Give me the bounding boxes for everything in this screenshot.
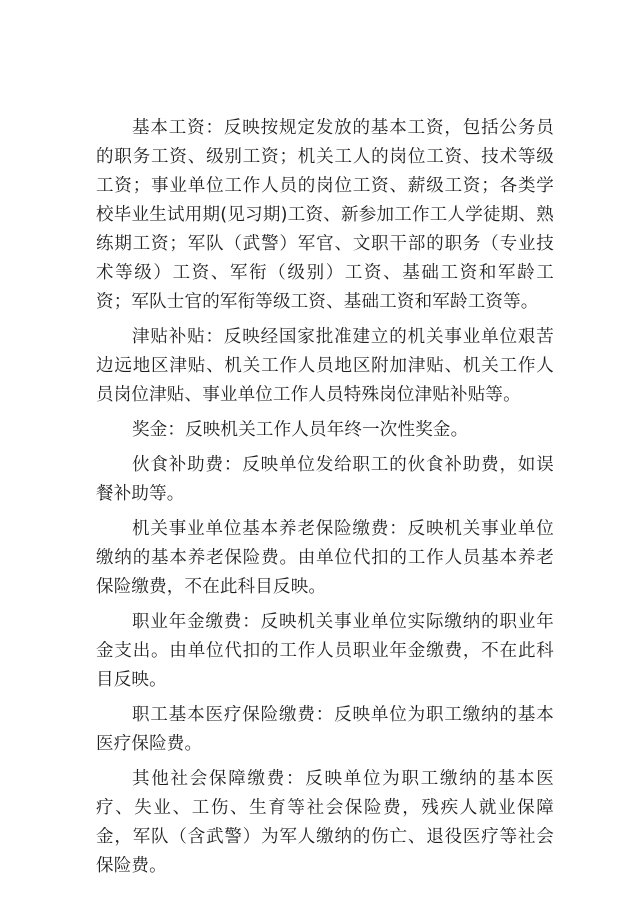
paragraph-basic-salary: 基本工资：反映按规定发放的基本工资，包括公务员的职务工资、级别工资；机关工人的岗位工资、技术等级工资；事业单位工作人员的岗位工资、薪级工资；各类学校毕业生试用期(见习期)工资、新参加工作工人学徒期、熟练期工资；军队（武警）军官、文职干部的职务（专业技术等级）工资、军衔（级别）工资、基础工资和军龄工资；军队士官的军衔等级工资、基础工资和军龄工资等。 [96, 118, 554, 312]
paragraph-occupational-annuity: 职业年金缴费：反映机关事业单位实际缴纳的职业年金支出。由单位代扣的工作人员职业年金缴费，不在此科目反映。 [96, 612, 554, 690]
paragraph-allowances: 津贴补贴：反映经国家批准建立的机关事业单位艰苦边远地区津贴、机关工作人员地区附加津贴、机关工作人员岗位津贴、事业单位工作人员特殊岗位津贴补贴等。 [96, 327, 554, 405]
paragraph-other-social-security: 其他社会保障缴费：反映单位为职工缴纳的基本医疗、失业、工伤、生育等社会保险费，残疾人就业保障金，军队（含武警）为军人缴纳的伤亡、退役医疗等社会保险费。 [96, 769, 554, 876]
paragraph-pension-insurance: 机关事业单位基本养老保险缴费：反映机关事业单位缴纳的基本养老保险费。由单位代扣的工作人员基本养老保险缴费，不在此科目反映。 [96, 519, 554, 597]
paragraph-meal-subsidy: 伙食补助费：反映单位发给职工的伙食补助费，如误餐补助等。 [96, 455, 554, 504]
paragraph-bonus: 奖金：反映机关工作人员年终一次性奖金。 [132, 420, 469, 440]
paragraph-medical-insurance: 职工基本医疗保险缴费：反映单位为职工缴纳的基本医疗保险费。 [96, 705, 554, 754]
document-body [96, 114, 554, 887]
